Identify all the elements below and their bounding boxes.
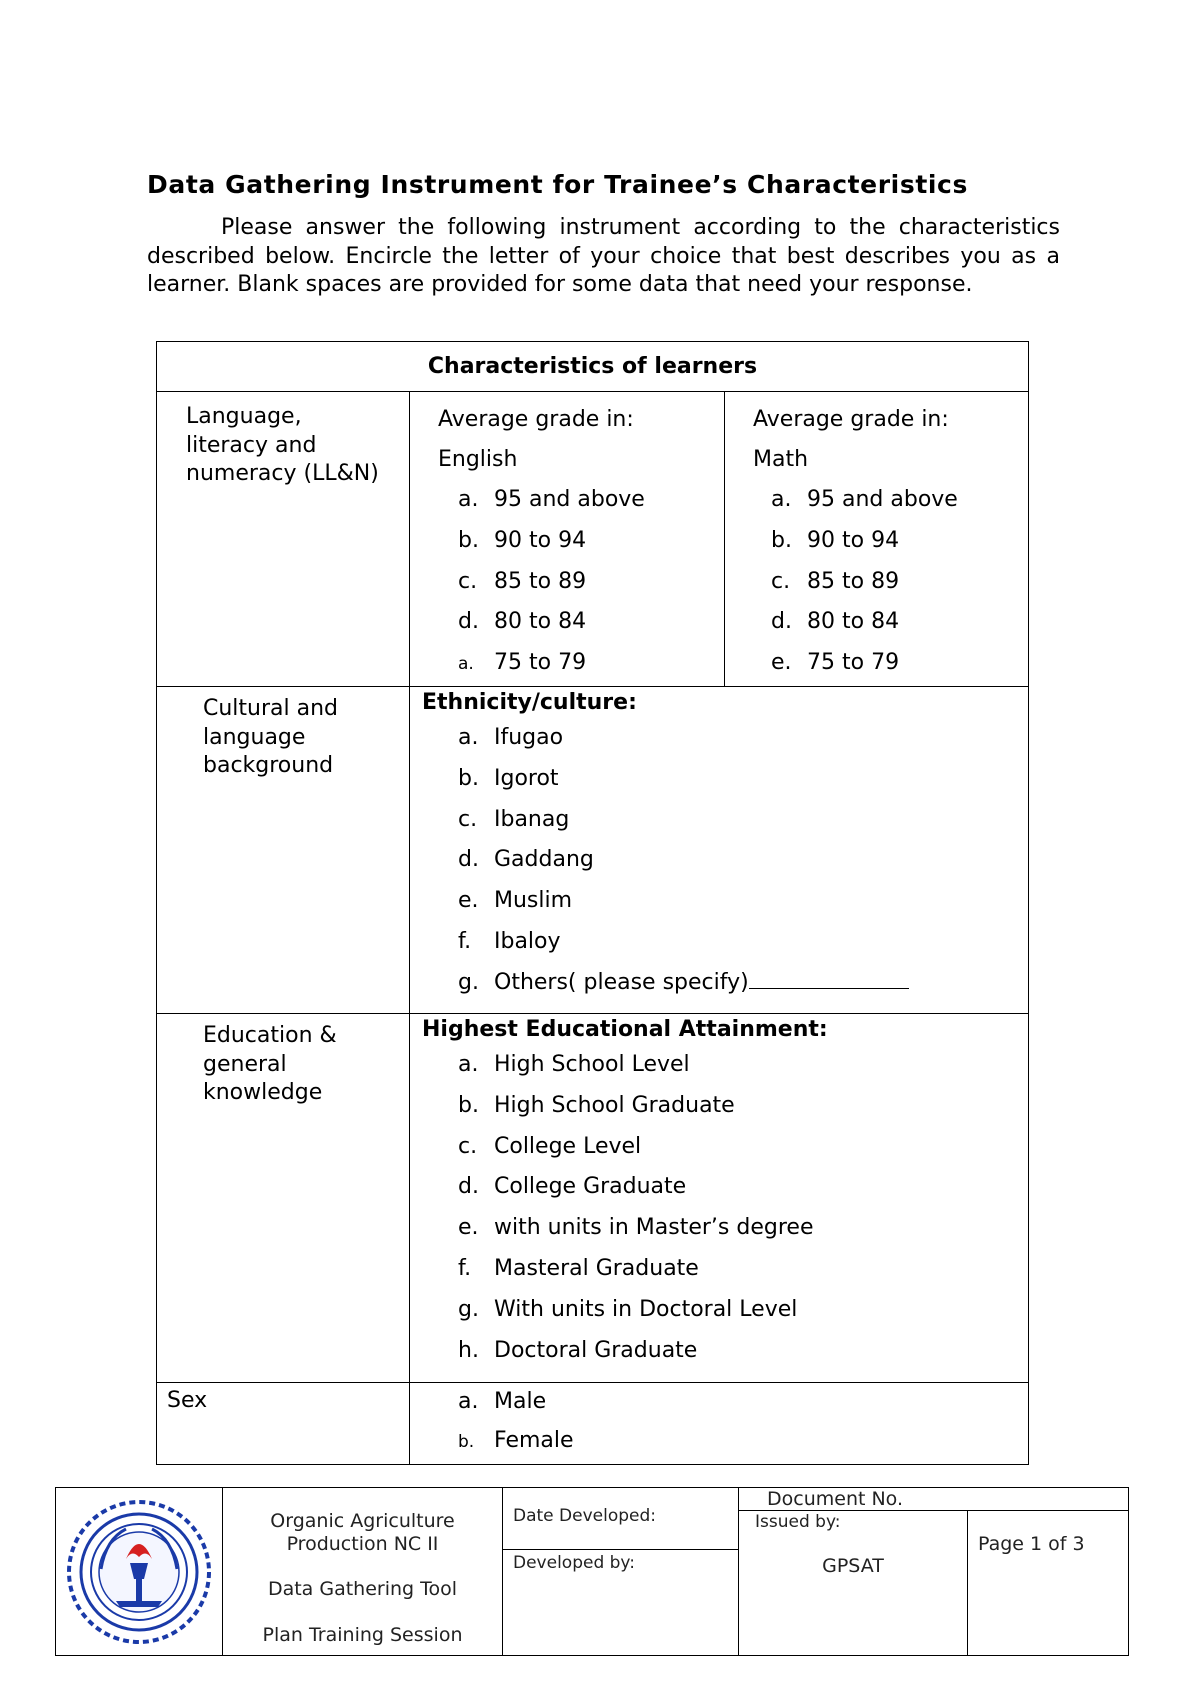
course-name: Organic Agriculture Production NC II bbox=[270, 1510, 455, 1555]
english-options bbox=[410, 480, 724, 684]
specify-blank-line[interactable] bbox=[749, 968, 909, 989]
option-item[interactable]: c. 85 to 89 bbox=[771, 568, 900, 594]
option-item[interactable]: b. 90 to 94 bbox=[771, 527, 900, 553]
school-seal-logo bbox=[66, 1499, 212, 1645]
document-no-cell bbox=[739, 1488, 1129, 1511]
option-item[interactable]: a. 95 and above bbox=[771, 487, 958, 512]
sex-options bbox=[410, 1383, 1028, 1461]
option-item[interactable]: a. High School Level bbox=[458, 1052, 690, 1077]
sex-category-label: Sex bbox=[167, 1388, 208, 1413]
issued-by-cell bbox=[739, 1511, 968, 1656]
lln-category-cell bbox=[157, 392, 410, 687]
table-header: Characteristics of learners bbox=[157, 342, 1029, 392]
option-item[interactable]: e. Muslim bbox=[458, 888, 573, 914]
option-item[interactable]: b. Igorot bbox=[458, 765, 559, 791]
issuer-name: GPSAT bbox=[822, 1555, 884, 1577]
option-item[interactable]: e. with units in Master’s degree bbox=[458, 1215, 814, 1241]
option-item[interactable]: d. 80 to 84 bbox=[771, 609, 900, 635]
education-category-cell bbox=[157, 1014, 410, 1383]
math-heading: Average grade in: Math bbox=[753, 407, 949, 472]
option-item[interactable]: a. 95 and above bbox=[458, 487, 645, 512]
logo-cell bbox=[56, 1488, 223, 1656]
option-item[interactable]: f. Masteral Graduate bbox=[458, 1255, 699, 1281]
sex-cell bbox=[410, 1383, 1029, 1465]
option-item[interactable]: g. With units in Doctoral Level bbox=[458, 1296, 798, 1322]
ethnicity-heading: Ethnicity/culture: bbox=[422, 690, 637, 715]
math-options bbox=[725, 480, 1028, 684]
page-number-cell bbox=[968, 1511, 1129, 1656]
english-grade-cell bbox=[410, 392, 725, 687]
document-title: Data Gathering Instrument for Trainee’s Characteristics bbox=[147, 170, 968, 199]
page-number: Page 1 of 3 bbox=[978, 1533, 1085, 1555]
developed-by-label: Developed by: bbox=[513, 1553, 635, 1573]
course-info-cell bbox=[223, 1488, 503, 1656]
option-item[interactable]: b. High School Graduate bbox=[458, 1092, 735, 1118]
sex-category-cell bbox=[157, 1383, 410, 1465]
option-item[interactable]: g. Others( please specify) bbox=[458, 963, 1028, 1004]
characteristics-table bbox=[156, 341, 1029, 1465]
option-item[interactable]: a. 75 to 79 bbox=[458, 650, 587, 676]
education-heading: Highest Educational Attainment: bbox=[422, 1017, 828, 1042]
education-options bbox=[410, 1045, 1028, 1371]
math-grade-cell bbox=[725, 392, 1029, 687]
lln-category-label: Language, literacy and numeracy (LL&N) bbox=[186, 404, 379, 486]
developed-by-cell bbox=[503, 1550, 739, 1656]
instructions-text: Please answer the following instrument according to the characteristics described below. Encircle the letter of your choice that best describes you as a learner. Blank spaces are provided for some data that need your response. bbox=[147, 215, 1060, 297]
document-footer bbox=[55, 1487, 1129, 1656]
date-developed-label: Date Developed: bbox=[513, 1506, 656, 1526]
culture-category-label: Cultural and language background bbox=[203, 696, 339, 778]
option-item[interactable]: h. Doctoral Graduate bbox=[458, 1337, 698, 1363]
option-item[interactable]: a. Ifugao bbox=[458, 725, 564, 750]
option-item[interactable]: d. Gaddang bbox=[458, 847, 594, 873]
education-category-label: Education & general knowledge bbox=[203, 1023, 337, 1105]
option-item[interactable]: d. College Graduate bbox=[458, 1174, 687, 1200]
option-item[interactable]: c. Ibanag bbox=[458, 806, 570, 832]
option-item[interactable]: a. Male bbox=[458, 1389, 547, 1414]
document-no-label: Document No. bbox=[767, 1488, 904, 1510]
session-name: Plan Training Session bbox=[262, 1624, 463, 1646]
option-item[interactable]: f. Ibaloy bbox=[458, 928, 561, 954]
tool-name: Data Gathering Tool bbox=[267, 1578, 458, 1600]
option-item[interactable]: b. Female bbox=[458, 1428, 574, 1453]
option-item[interactable]: d. 80 to 84 bbox=[458, 609, 587, 635]
english-heading: Average grade in: English bbox=[438, 407, 634, 472]
culture-category-cell bbox=[157, 687, 410, 1014]
ethnicity-options bbox=[410, 718, 1028, 1004]
education-cell bbox=[410, 1014, 1029, 1383]
date-developed-cell bbox=[503, 1488, 739, 1550]
ethnicity-cell bbox=[410, 687, 1029, 1014]
option-item[interactable]: c. 85 to 89 bbox=[458, 568, 587, 594]
instructions-paragraph bbox=[147, 214, 1060, 300]
option-item[interactable]: c. College Level bbox=[458, 1133, 642, 1159]
option-item[interactable]: b. 90 to 94 bbox=[458, 527, 587, 553]
option-item[interactable]: e. 75 to 79 bbox=[771, 650, 900, 676]
issued-by-label: Issued by: bbox=[755, 1512, 841, 1532]
